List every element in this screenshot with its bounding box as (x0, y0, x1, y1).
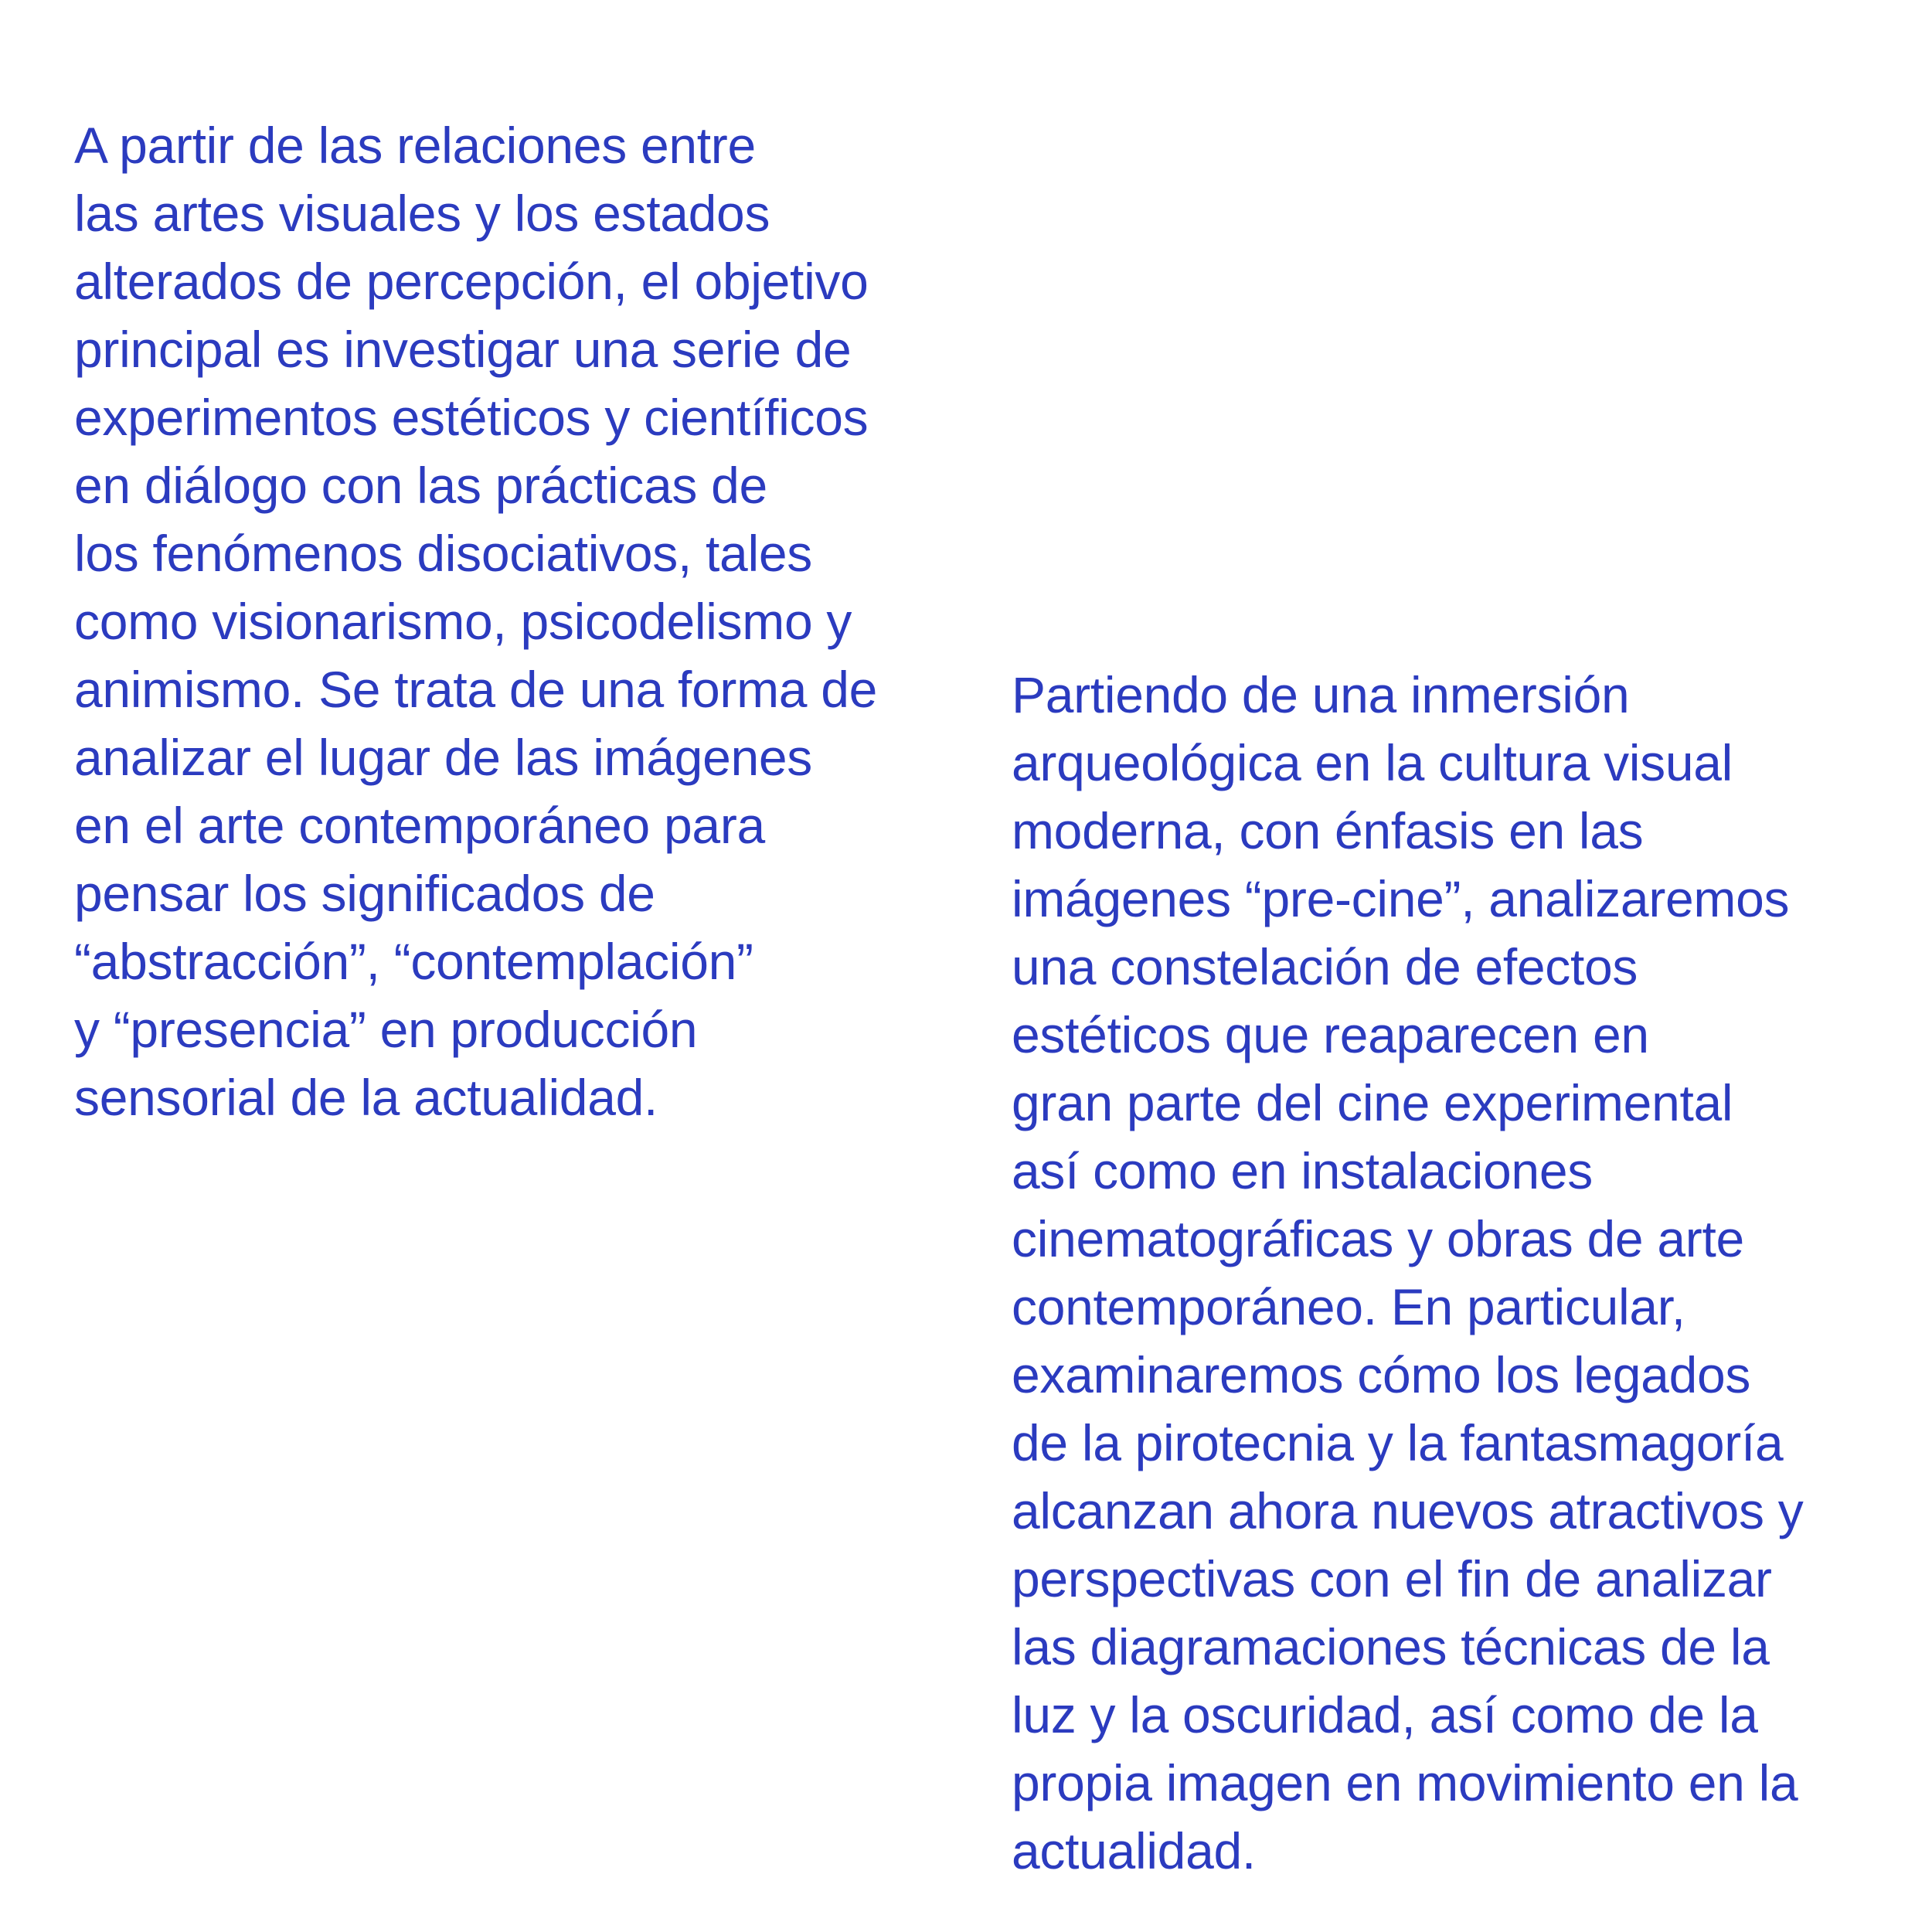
text-line: como visionarismo, psicodelismo y (74, 593, 852, 650)
text-line: animismo. Se trata de una forma de (74, 661, 878, 718)
text-line: experimentos estéticos y científicos (74, 389, 869, 446)
text-line: una constelación de efectos (1012, 938, 1638, 995)
text-line: estéticos que reaparecen en (1012, 1006, 1649, 1063)
text-line: actualidad. (1012, 1822, 1256, 1879)
text-line: pensar los significados de (74, 865, 655, 922)
text-line: cinematográficas y obras de arte (1012, 1210, 1744, 1267)
text-line: contemporáneo. En particular, (1012, 1278, 1685, 1335)
text-line: los fenómenos disociativos, tales (74, 525, 812, 582)
text-line: sensorial de la actualidad. (74, 1069, 658, 1126)
text-line: en diálogo con las prácticas de (74, 457, 767, 514)
text-line: moderna, con énfasis en las (1012, 802, 1644, 859)
text-line: las artes visuales y los estados (74, 185, 770, 242)
text-line: arqueológica en la cultura visual (1012, 734, 1733, 791)
text-line: en el arte contemporáneo para (74, 797, 765, 854)
text-line: y “presencia” en producción (74, 1001, 698, 1058)
text-line: imágenes “pre-cine”, analizaremos (1012, 870, 1790, 927)
text-line: así como en instalaciones (1012, 1142, 1593, 1199)
text-line: “abstracción”, “contemplación” (74, 933, 753, 990)
text-line: alterados de percepción, el objetivo (74, 253, 869, 310)
text-line: analizar el lugar de las imágenes (74, 729, 812, 786)
text-line: principal es investigar una serie de (74, 321, 852, 378)
text-line: luz y la oscuridad, así como de la (1012, 1686, 1758, 1743)
left-paragraph (74, 111, 955, 1131)
right-paragraph (1012, 661, 1893, 1885)
text-line: propia imagen en movimiento en la (1012, 1754, 1798, 1811)
text-line: las diagramaciones técnicas de la (1012, 1618, 1770, 1675)
text-line: perspectivas con el fin de analizar (1012, 1550, 1772, 1607)
text-line: alcanzan ahora nuevos atractivos y (1012, 1482, 1804, 1539)
text-line: gran parte del cine experimental (1012, 1074, 1733, 1131)
text-line: A partir de las relaciones entre (74, 117, 756, 174)
text-line: de la pirotecnia y la fantasmagoría (1012, 1414, 1784, 1471)
text-line: Partiendo de una inmersión (1012, 666, 1630, 723)
text-line: examinaremos cómo los legados (1012, 1346, 1751, 1403)
